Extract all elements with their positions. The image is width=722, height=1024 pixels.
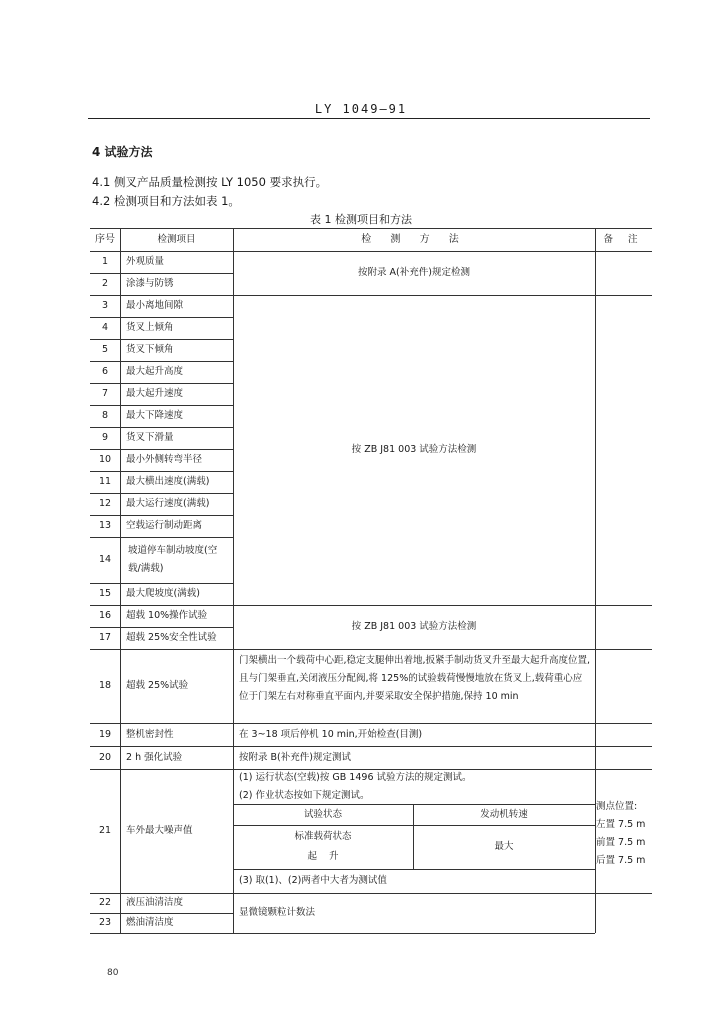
row-no: 12 [98, 498, 112, 509]
row-item: 超载 25%安全性试验 [126, 632, 217, 643]
row-no: 18 [98, 680, 112, 691]
note-line: 后置 7.5 m [596, 855, 646, 866]
row-no: 21 [98, 825, 112, 836]
row-item: 2 h 强化试验 [126, 751, 183, 763]
method-row-20: 按附录 B(补充件)规定测试 [239, 751, 351, 763]
row-no: 23 [98, 917, 112, 928]
row-item: 最小离地间隙 [126, 300, 184, 311]
row-item: 超载 25%试验 [126, 680, 189, 691]
row-item: 液压油清洁度 [126, 897, 184, 908]
row-no: 13 [98, 520, 112, 531]
row-item: 空载运行制动距离 [126, 520, 203, 531]
note-rule [595, 649, 652, 650]
row-no: 14 [98, 554, 112, 565]
sub-table-state-2: 起 升 [307, 851, 339, 862]
row-item: 最大起升高度 [126, 366, 184, 377]
row-no: 4 [101, 322, 109, 333]
row-no: 3 [101, 300, 109, 311]
methods-table [90, 228, 652, 933]
row-item: 最大横出速度(满载) [126, 476, 210, 487]
row-item: 最大起升速度 [126, 388, 184, 399]
row-no: 15 [98, 588, 112, 599]
sub-table-state-1: 标准载荷状态 [294, 831, 352, 842]
row-no: 6 [101, 366, 109, 377]
row-item: 最大下降速度 [126, 410, 184, 421]
note-rule [595, 893, 652, 894]
method-row-21-line3: (3) 取(1)、(2)两者中大者为测试值 [239, 875, 387, 886]
row-no: 7 [101, 388, 109, 399]
page-number: 80 [107, 968, 119, 978]
row-no: 11 [98, 476, 112, 487]
table-caption: 表 1 检测项目和方法 [310, 213, 412, 226]
note-rule [595, 723, 652, 724]
sub-table-header-speed: 发动机转速 [480, 808, 528, 820]
method-row-19: 在 3~18 项后停机 10 min,开始检查(目测) [239, 728, 423, 740]
header-item: 检测项目 [157, 233, 196, 245]
method-row-21-line2: (2) 作业状态按如下规定测试。 [239, 789, 370, 801]
row-item: 超载 10%操作试验 [126, 610, 208, 621]
row-item: 货叉下倾角 [126, 344, 174, 355]
note-rule [595, 295, 652, 296]
method-rows-1-2: 按附录 A(补充件)规定检测 [358, 267, 470, 278]
row-no: 5 [101, 344, 109, 355]
header-method: 检 测 方 法 [361, 233, 467, 245]
note-line: 测点位置: [596, 801, 638, 812]
row-no: 19 [98, 728, 112, 740]
table-bottom-rule [90, 933, 595, 934]
note-line: 前置 7.5 m [596, 837, 646, 848]
row-item: 车外最大噪声值 [126, 825, 193, 836]
row-item: 货叉上倾角 [126, 322, 174, 333]
method-row-21-line1: (1) 运行状态(空载)按 GB 1496 试验方法的规定测试。 [239, 772, 472, 783]
row-item: 燃油清洁度 [126, 917, 174, 928]
method-rows-22-23: 显微镜颗粒计数法 [239, 907, 316, 918]
header-note: 备 注 [603, 233, 644, 245]
row-no: 9 [101, 432, 109, 443]
sub-table-speed-value: 最大 [494, 841, 514, 852]
paragraph-4-2: 4.2 检测项目和方法如表 1。 [92, 194, 240, 208]
row-no: 8 [101, 410, 109, 421]
row-no: 20 [98, 751, 112, 763]
row-no: 10 [98, 454, 112, 465]
page-header-title: LY 1049—91 [314, 102, 408, 116]
row-item: 货叉下滑量 [126, 432, 174, 443]
row-no: 1 [101, 256, 109, 267]
row-no: 16 [98, 610, 112, 621]
row-item: 最小外侧转弯半径 [126, 454, 203, 465]
sub-table-header-state: 试验状态 [303, 808, 342, 820]
row-no: 2 [101, 278, 109, 289]
section-title: 4 试验方法 [92, 145, 153, 159]
method-rows-16-17: 按 ZB J81 003 试验方法检测 [351, 621, 477, 632]
row-item: 涂漆与防锈 [126, 278, 174, 289]
row-item: 坡道停车制动坡度(空载/满载) [128, 545, 218, 574]
header-rule [88, 118, 650, 119]
paragraph-4-1: 4.1 侧叉产品质量检测按 LY 1050 要求执行。 [92, 175, 328, 189]
note-row-21 [596, 798, 652, 876]
note-rule [595, 769, 652, 770]
method-rows-3-15: 按 ZB J81 003 试验方法检测 [351, 444, 477, 455]
row-item: 整机密封性 [126, 728, 174, 740]
row-no: 17 [98, 632, 112, 643]
row-item: 最大运行速度(满载) [126, 498, 210, 509]
note-line: 左置 7.5 m [596, 819, 646, 830]
row-item: 外观质量 [126, 256, 165, 267]
method-row-18: 门架横出一个载荷中心距,稳定支腿伸出着地,扳紧手制动货叉升至最大起升高度位置,且与门架垂直,关闭液压分配阀,将 125%的试验载荷慢慢地放在货叉上,载荷重心应位于门架左右对称垂直平面内,并要采取安全保护措施,保持 10 min [239, 655, 591, 702]
row-item: 最大爬坡度(满载) [126, 588, 200, 599]
note-rule [595, 746, 652, 747]
note-rule [595, 605, 652, 606]
row-no: 22 [98, 897, 112, 908]
header-no: 序号 [95, 233, 115, 245]
